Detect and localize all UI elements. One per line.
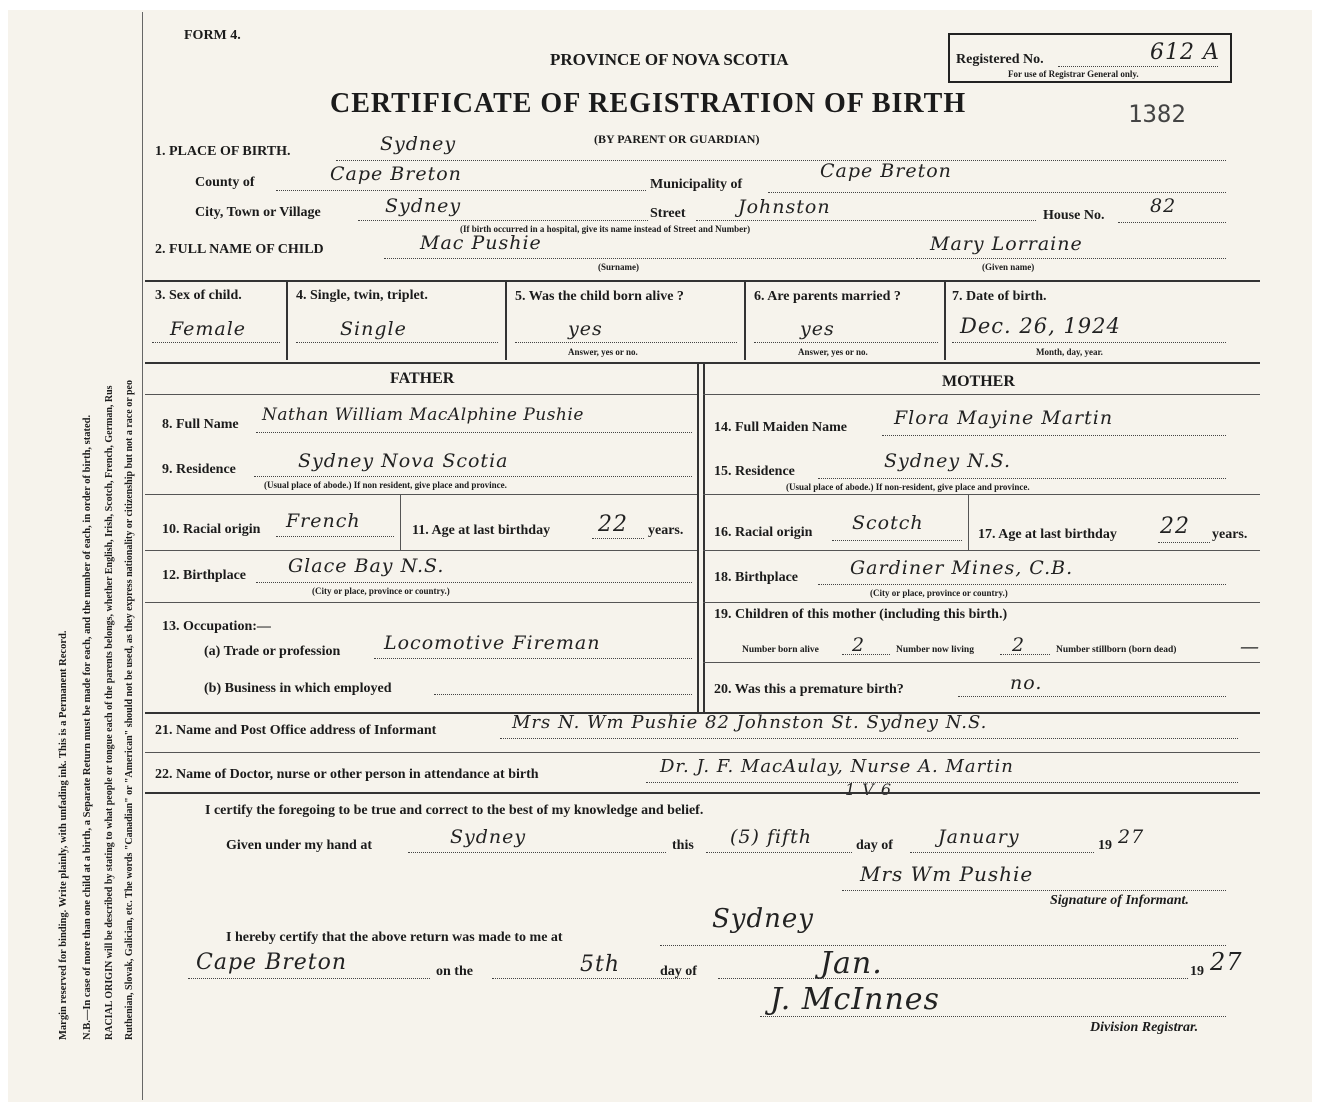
alive-value: yes bbox=[568, 318, 603, 340]
mother-age: 22 bbox=[1160, 514, 1190, 539]
father-birthplace: Glace Bay N.S. bbox=[288, 555, 445, 577]
registered-line bbox=[1058, 66, 1218, 67]
margin-note-binding: Margin reserved for binding. Write plainly, with unfading ink. This is a Permanent Record. bbox=[58, 630, 69, 1040]
place-value: Sydney bbox=[380, 133, 457, 155]
city-value: Sydney bbox=[385, 195, 462, 217]
mother-residence-label: 15. Residence bbox=[714, 464, 795, 479]
stamp-number: 1382 bbox=[1128, 100, 1186, 128]
city-label: City, Town or Village bbox=[195, 205, 321, 220]
certify-text: I certify the foregoing to be true and correct to the best of my knowledge and belief. bbox=[205, 803, 704, 818]
living-label: Number now living bbox=[896, 645, 974, 655]
father-name: Nathan William MacAlphine Pushie bbox=[262, 405, 584, 425]
municipality-line bbox=[768, 192, 1226, 193]
father-age-label: 11. Age at last birthday bbox=[412, 523, 551, 538]
given-under-label: Given under my hand at bbox=[226, 838, 372, 853]
mother-residence-note: (Usual place of abode.) If non-resident, give place and province. bbox=[786, 482, 1030, 492]
registrar-day-of-label: day of bbox=[660, 964, 697, 979]
plurality-label: 4. Single, twin, triplet. bbox=[296, 288, 428, 303]
county-line bbox=[276, 190, 646, 191]
premature-value: no. bbox=[1010, 672, 1043, 694]
father-age-unit: years. bbox=[648, 523, 684, 538]
margin-note-racial: RACIAL ORIGIN will be described by stating to what people or tongue each of the parents belongs, whether English, Irish, Scotch, French, German, Rus bbox=[104, 385, 115, 1040]
dob-label: 7. Date of birth. bbox=[952, 289, 1047, 304]
informant-value: Mrs N. Wm Pushie 82 Johnston St. Sydney N.S. bbox=[512, 712, 988, 733]
father-birthplace-label: 12. Birthplace bbox=[162, 568, 246, 583]
certify-day: (5) fifth bbox=[730, 826, 812, 848]
margin-note-multiple: N.B.—In case of more than one child at a birth, a Separate Return must be made for each, and the number of each, in order of birth, stated. bbox=[82, 414, 93, 1040]
trade-label: (a) Trade or profession bbox=[204, 644, 341, 659]
mother-racial-label: 16. Racial origin bbox=[714, 525, 813, 540]
surname-note: (Surname) bbox=[598, 262, 639, 272]
sex-label: 3. Sex of child. bbox=[155, 288, 242, 303]
given-note: (Given name) bbox=[982, 262, 1035, 272]
surname-line bbox=[384, 258, 914, 259]
certify-year-prefix: 19 bbox=[1098, 838, 1112, 853]
place-line bbox=[336, 160, 1226, 161]
hospital-note: (If birth occurred in a hospital, give its name instead of Street and Number) bbox=[460, 224, 751, 234]
page-subtitle: (BY PARENT OR GUARDIAN) bbox=[594, 132, 760, 146]
this-label: this bbox=[672, 838, 694, 853]
registrar-year-suffix: 27 bbox=[1210, 948, 1243, 976]
born-alive-label: Number born alive bbox=[742, 645, 819, 655]
stillborn-label: Number stillborn (born dead) bbox=[1056, 645, 1177, 655]
doctor-label: 22. Name of Doctor, nurse or other person in attendance at birth bbox=[155, 767, 539, 782]
alive-label: 5. Was the child born alive ? bbox=[515, 289, 684, 304]
city-line bbox=[358, 220, 648, 221]
business-label: (b) Business in which employed bbox=[204, 681, 392, 696]
street-value: Johnston bbox=[738, 196, 831, 218]
registrar-text: I hereby certify that the above return was made to me at bbox=[226, 930, 563, 945]
father-birthplace-note: (City or place, province or country.) bbox=[312, 586, 450, 596]
registrar-signature: J. McInnes bbox=[770, 982, 940, 1017]
registered-note: For use of Registrar General only. bbox=[1008, 69, 1139, 79]
child-surname: Mac Pushie bbox=[420, 232, 542, 254]
rule-top bbox=[145, 280, 1260, 282]
street-label: Street bbox=[650, 206, 686, 221]
province-title: PROVINCE OF NOVA SCOTIA bbox=[550, 50, 789, 69]
registrar-on-the-label: on the bbox=[436, 964, 473, 979]
municipality-value: Cape Breton bbox=[820, 160, 952, 182]
registrar-day: 5th bbox=[580, 952, 621, 977]
father-age: 22 bbox=[598, 512, 628, 537]
place-label: 1. PLACE OF BIRTH. bbox=[155, 144, 291, 159]
registrar-signature-label: Division Registrar. bbox=[1090, 1020, 1199, 1035]
mother-age-unit: years. bbox=[1212, 527, 1248, 542]
house-label: House No. bbox=[1043, 208, 1105, 223]
mother-residence: Sydney N.S. bbox=[884, 450, 1011, 472]
living-value: 2 bbox=[1012, 634, 1026, 656]
father-residence-note: (Usual place of abode.) If non resident, give place and province. bbox=[264, 480, 507, 490]
plurality-value: Single bbox=[340, 318, 407, 340]
registered-value: 612 A bbox=[1150, 40, 1220, 65]
margin-rule bbox=[142, 12, 143, 1100]
given-line bbox=[916, 258, 1226, 259]
given-place: Sydney bbox=[450, 826, 527, 848]
registrar-county: Cape Breton bbox=[196, 950, 348, 975]
form-number: FORM 4. bbox=[184, 28, 241, 43]
registrar-month: Jan. bbox=[820, 946, 883, 981]
house-line bbox=[1118, 222, 1226, 223]
father-residence-label: 9. Residence bbox=[162, 462, 236, 477]
trade-value: Locomotive Fireman bbox=[384, 632, 601, 654]
parents-divider bbox=[697, 362, 699, 712]
married-value: yes bbox=[800, 318, 835, 340]
certificate-paper bbox=[8, 10, 1312, 1102]
doctor-value: Dr. J. F. MacAulay, Nurse A. Martin bbox=[660, 756, 1014, 777]
day-of-label: day of bbox=[856, 838, 893, 853]
child-given-name: Mary Lorraine bbox=[930, 233, 1083, 255]
certify-month: January bbox=[938, 826, 1020, 848]
father-residence: Sydney Nova Scotia bbox=[298, 450, 509, 472]
mother-racial: Scotch bbox=[852, 512, 924, 534]
registrar-year-prefix: 19 bbox=[1190, 964, 1204, 979]
sex-value: Female bbox=[170, 318, 247, 340]
mother-name: Flora Mayine Martin bbox=[894, 407, 1114, 429]
registered-label: Registered No. bbox=[956, 52, 1044, 67]
registrar-place: Sydney bbox=[712, 904, 814, 934]
mother-birthplace-label: 18. Birthplace bbox=[714, 570, 798, 585]
mother-name-label: 14. Full Maiden Name bbox=[714, 420, 847, 435]
dob-value: Dec. 26, 1924 bbox=[960, 314, 1121, 338]
child-name-label: 2. FULL NAME OF CHILD bbox=[155, 242, 324, 257]
dob-note: Month, day, year. bbox=[1036, 347, 1103, 357]
married-note: Answer, yes or no. bbox=[798, 347, 868, 357]
county-label: County of bbox=[195, 175, 255, 190]
premature-label: 20. Was this a premature birth? bbox=[714, 682, 904, 697]
mother-heading: MOTHER bbox=[942, 373, 1015, 390]
municipality-label: Municipality of bbox=[650, 177, 743, 192]
father-heading: FATHER bbox=[390, 370, 455, 387]
informant-label: 21. Name and Post Office address of Informant bbox=[155, 723, 437, 738]
occupation-label: 13. Occupation:— bbox=[162, 619, 271, 634]
certify-year-suffix: 27 bbox=[1118, 826, 1145, 848]
father-racial-label: 10. Racial origin bbox=[162, 522, 261, 537]
house-value: 82 bbox=[1150, 195, 1177, 217]
alive-note: Answer, yes or no. bbox=[568, 347, 638, 357]
married-label: 6. Are parents married ? bbox=[754, 289, 901, 304]
father-name-label: 8. Full Name bbox=[162, 417, 239, 432]
margin-note-nationality: Ruthenian, Slovak, Galician, etc. The words "Canadian" or "American" should not be used, as they express nationality or citizenship but not a race or peo bbox=[124, 380, 135, 1040]
doctor-margin-note: 1 V 6 bbox=[845, 780, 893, 799]
informant-signature-label: Signature of Informant. bbox=[1050, 893, 1189, 908]
children-label: 19. Children of this mother (including this birth.) bbox=[714, 607, 1008, 622]
mother-age-label: 17. Age at last birthday bbox=[978, 527, 1117, 542]
street-line bbox=[696, 220, 1036, 221]
father-racial: French bbox=[286, 510, 361, 532]
informant-signature: Mrs Wm Pushie bbox=[860, 862, 1034, 886]
mother-birthplace: Gardiner Mines, C.B. bbox=[850, 557, 1074, 579]
county-value: Cape Breton bbox=[330, 163, 462, 185]
born-alive-value: 2 bbox=[852, 634, 866, 656]
mother-birthplace-note: (City or place, province or country.) bbox=[870, 588, 1008, 598]
page-title: CERTIFICATE OF REGISTRATION OF BIRTH bbox=[330, 88, 967, 119]
stillborn-value: — bbox=[1240, 636, 1260, 658]
